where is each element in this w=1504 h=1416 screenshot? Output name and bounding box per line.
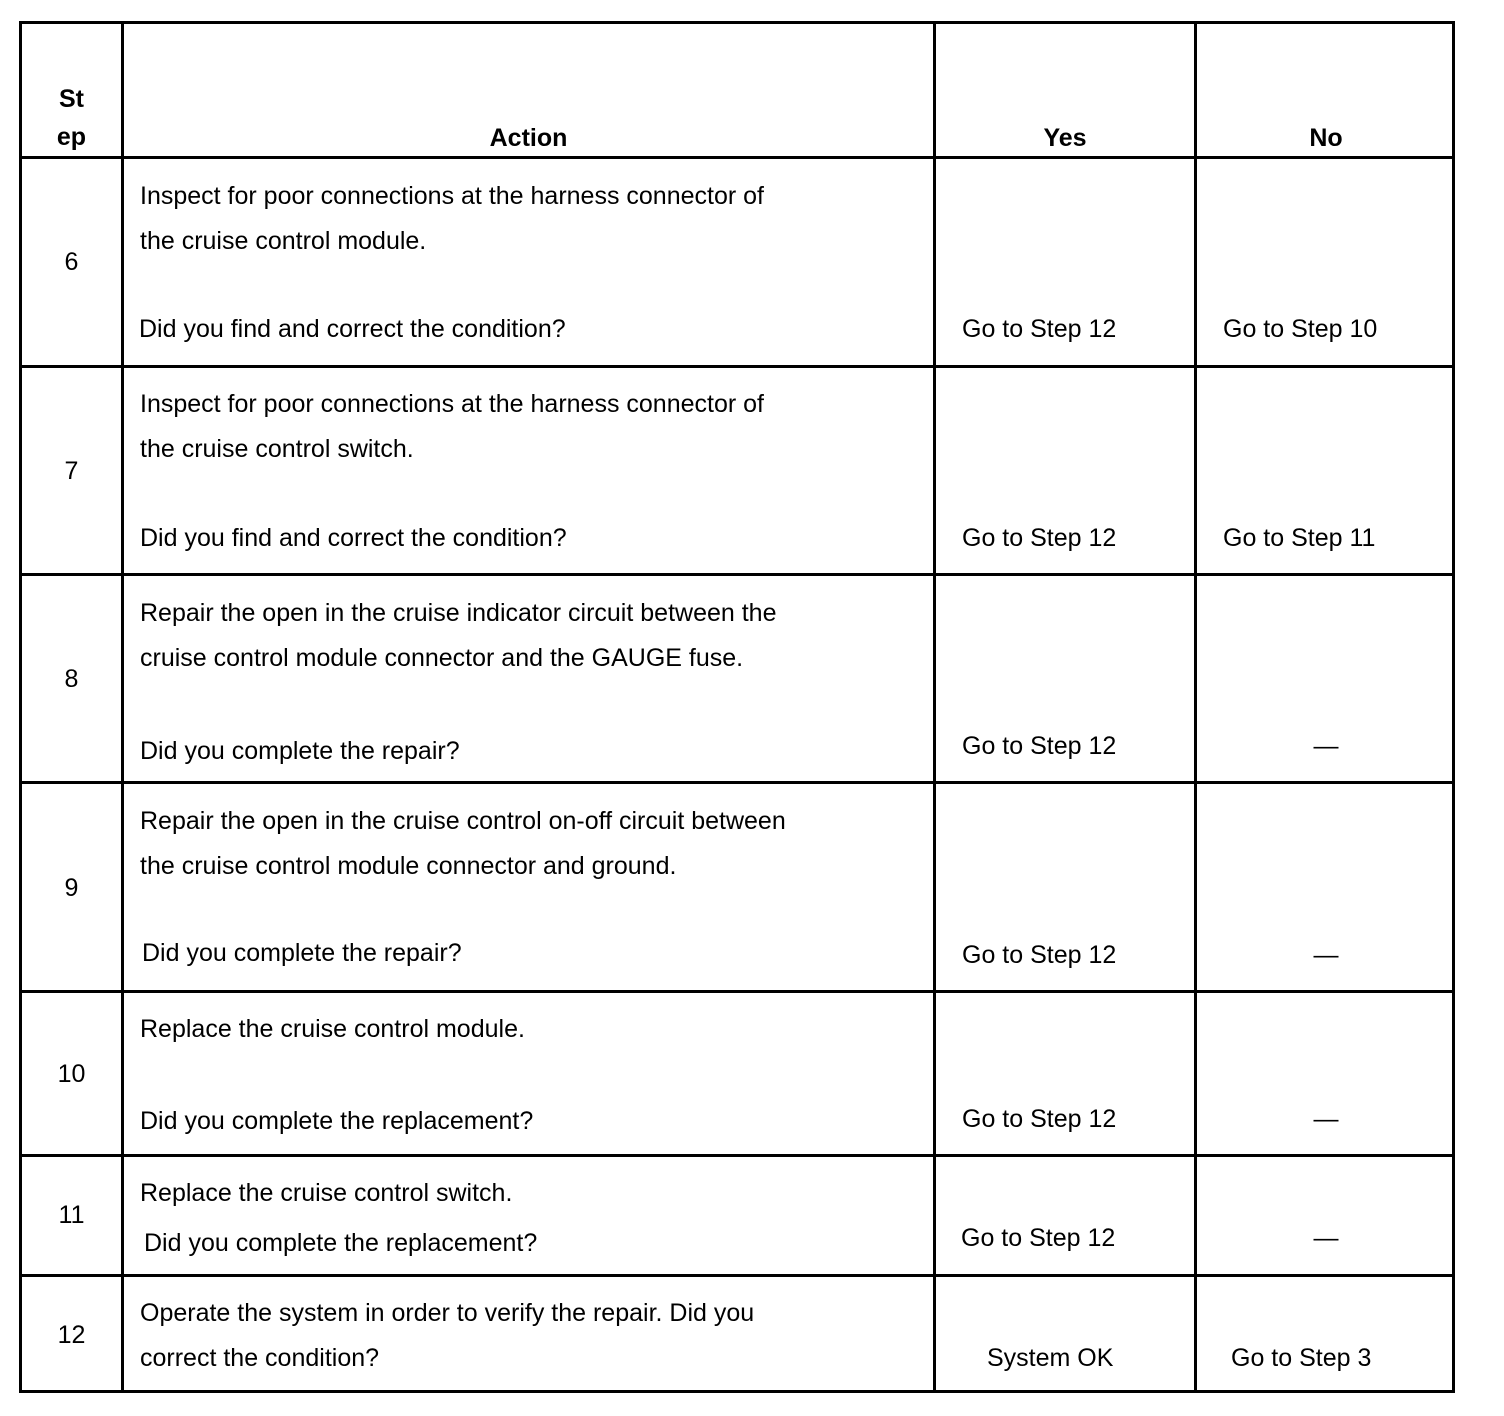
action-text: correct the condition?	[140, 1344, 380, 1372]
no-result: Go to Step 11	[1223, 524, 1376, 552]
header-step-line2: ep	[56, 123, 87, 151]
column-divider	[121, 24, 124, 1390]
header-yes: Yes	[1043, 124, 1087, 152]
action-text: Repair the open in the cruise indicator circuit between the	[140, 599, 777, 627]
action-text: cruise control module connector and the GAUGE fuse.	[140, 644, 744, 672]
no-result: —	[1313, 1105, 1339, 1133]
action-text: Operate the system in order to verify the repair. Did you	[140, 1299, 755, 1327]
yes-result: System OK	[987, 1344, 1114, 1372]
question-text: Did you find and correct the condition?	[139, 315, 566, 343]
header-no: No	[1309, 124, 1343, 152]
yes-result: Go to Step 12	[962, 315, 1117, 343]
yes-result: Go to Step 12	[962, 732, 1117, 760]
row-divider	[22, 1274, 1452, 1277]
no-result: Go to Step 3	[1231, 1344, 1372, 1372]
yes-result: Go to Step 12	[962, 941, 1117, 969]
question-text: Did you complete the repair?	[142, 939, 462, 967]
yes-result: Go to Step 12	[962, 1105, 1117, 1133]
action-text: Inspect for poor connections at the harness connector of	[140, 390, 764, 418]
diagnostic-table	[19, 21, 1455, 1393]
action-text: the cruise control module.	[140, 227, 427, 255]
no-result: Go to Step 10	[1223, 315, 1378, 343]
action-text: the cruise control switch.	[140, 435, 414, 463]
action-text: Inspect for poor connections at the harness connector of	[140, 182, 764, 210]
action-text: Replace the cruise control module.	[140, 1015, 525, 1043]
step-number: 7	[64, 457, 79, 485]
yes-result: Go to Step 12	[961, 1224, 1116, 1252]
question-text: Did you complete the replacement?	[144, 1229, 538, 1257]
step-number: 12	[57, 1321, 86, 1349]
row-divider	[22, 365, 1452, 368]
no-result: —	[1313, 941, 1339, 969]
step-number: 9	[64, 874, 79, 902]
action-text: the cruise control module connector and ground.	[140, 852, 677, 880]
row-divider	[22, 1154, 1452, 1157]
header-step	[22, 80, 121, 156]
row-divider	[22, 990, 1452, 993]
question-text: Did you find and correct the condition?	[140, 524, 567, 552]
step-number: 8	[64, 665, 79, 693]
row-divider	[22, 781, 1452, 784]
action-text: Replace the cruise control switch.	[140, 1179, 513, 1207]
action-text: Repair the open in the cruise control on-off circuit between	[140, 807, 786, 835]
header-step-line1: St	[59, 85, 84, 113]
column-divider	[1194, 24, 1197, 1390]
row-divider	[22, 573, 1452, 576]
question-text: Did you complete the repair?	[140, 737, 460, 765]
step-number: 11	[58, 1201, 85, 1229]
step-number: 10	[57, 1060, 86, 1088]
header-action: Action	[489, 124, 568, 152]
question-text: Did you complete the replacement?	[140, 1107, 534, 1135]
no-result: —	[1313, 732, 1339, 760]
column-divider	[933, 24, 936, 1390]
no-result: —	[1313, 1224, 1339, 1252]
step-number: 6	[64, 248, 79, 276]
yes-result: Go to Step 12	[962, 524, 1117, 552]
